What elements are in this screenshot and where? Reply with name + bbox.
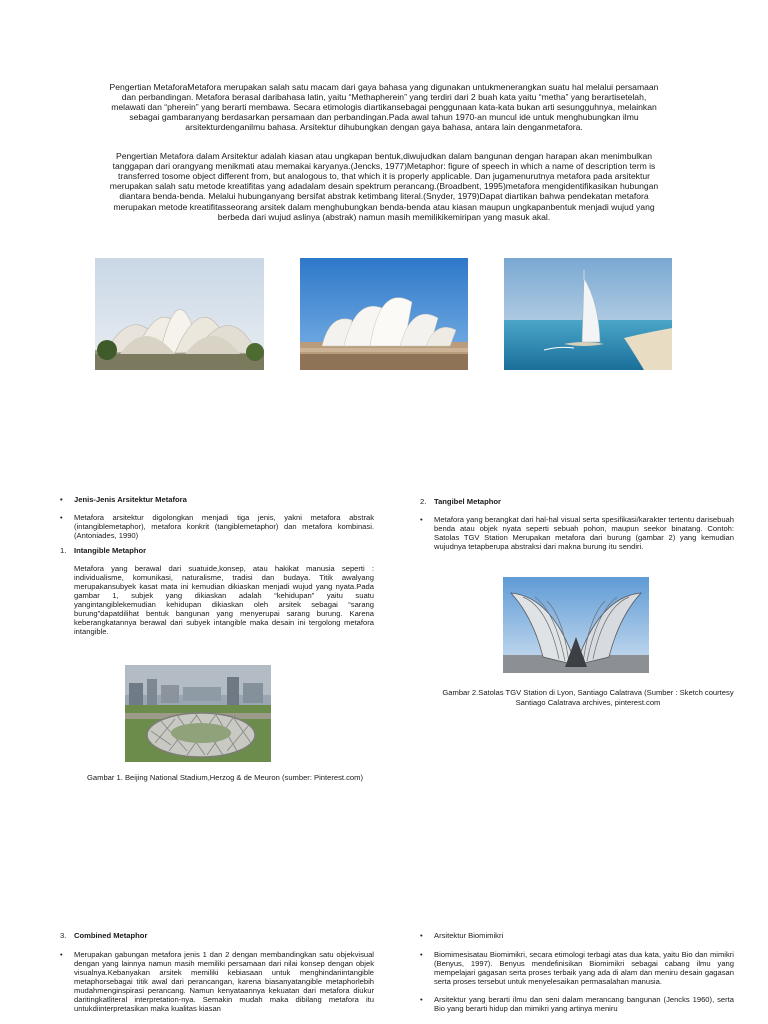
biomimicry-bullet-1 — [418, 950, 734, 986]
intangible-heading — [58, 546, 374, 555]
bullet-dot: • — [420, 931, 423, 940]
combined-heading — [58, 931, 374, 940]
sydney-opera-house-photo — [300, 258, 468, 370]
lotus-temple-photo — [95, 258, 264, 370]
burj-al-arab-photo — [504, 258, 672, 370]
combined-body — [58, 950, 374, 1013]
types-heading-text: Jenis-Jenis Arsitektur Metafora — [74, 495, 187, 504]
satolas-tgv-station-image — [503, 577, 649, 673]
bullet-dot: • — [420, 995, 423, 1004]
biomimicry-bullet-2-text: Arsitektur yang berarti ilmu dan seni dalam merancang bangunan (Jencks 1960), serta Bio yang berarti hidup dan mimikri yang artinya meniru — [434, 995, 734, 1013]
types-heading — [58, 495, 374, 504]
tangible-heading — [418, 497, 734, 506]
figure-2-caption: Gambar 2.Satolas TGV Station di Lyon, Santiago Calatrava (Sumber : Sketch courtesy Santiago Calatrava archives, pinterest.com — [442, 688, 734, 707]
tangible-heading-text: Tangibel Metaphor — [434, 497, 501, 506]
bullet-dot: • — [60, 495, 63, 504]
tangible-body-text: Metafora yang berangkat dari hal-hal visual serta spesifikasi/karakter tertentu darisebuah benda atau objek nyata seperti sebuah pohon, maupun seekor binatang. Contoh: Satolas TGV Station Merupakan metafora dari burung (gambar 2) yang kemudian wujudnya tetapberupa abstraksi dari makna burung itu sendiri. — [434, 515, 734, 551]
intro-paragraph-1: Pengertian MetaforaMetafora merupakan salah satu macam dari gaya bahasa yang digunakan untukmenerangkan suatu hal melalui persamaan dan perbandingan. Metafora berasal daribahasa latin, yaitu “Methapherein” yang terdiri dari 2 buah kata yaitu “metha” yang berartisetelah, melawati dan “pherein” yang berarti membawa. Secara etimologis diartikansebagai penggunaan kata-kata bukan arti sesungguhnya, melainkan sebagai gambaranyang berdasarkan persamaan dan perbandingan.Pada awal tahun 1970-an muncul ide untuk menghubungkan ilmu arsitekturdenganilmu bahasa. Arsitektur dihubungkan dengan gaya bahasa, antara lain denganmetafora. — [109, 81, 659, 133]
types-intro-text: Metafora arsitektur digolongkan menjadi tiga jenis, yakni metafora abstrak (intangiblemetaphor), metafora konkrit (tangiblemetaphor) dan metafora kombinasi. (Antoniades, 1990) — [74, 513, 374, 540]
types-intro — [58, 513, 374, 540]
intro-paragraph-2: Pengertian Metafora dalam Arsitektur adalah kiasan atau ungkapan bentuk,diwujudkan dalam bangunan dengan harapan akan menimbulkan tanggapan dari orangyang menikmati atau memakai karyanya.(Jencks, 1977)Metaphor: figure of speech in which a name of description term is transferred tosome object different from, but analogous to, that which it is properly applicable. Dan jugamenurutnya metafora pada arsitektur merupakan salah satu metode kreatifitas yang adadalam desain spektrum perancang.(Broadbent, 1995)metafora mengidentifikasikan hubungan diantara benda-benda. Melalui hubunganyang bersifat abstrak ketimbang literal.(Snyder, 1979)Dapat diartikan bahwa pendekatan metafora merupakan metode kreatifitasseorang arsitek dalam menghubungkan benda-benda atau kiasan maupun ungkapanbentuk menjadi wujud yang berbeda dari wujud aslinya (abstrak) namun masih memilikikemiripan yang masuk akal. — [109, 150, 659, 222]
biomimicry-heading-text: Arsitektur Biomimikri — [434, 931, 504, 940]
tangible-body — [418, 515, 734, 551]
combined-body-text: Merupakan gabungan metafora jenis 1 dan 2 dengan membandingkan satu objekvisual dengan yang lainnya namun masih memiliki persamaan dari nilai konsep dengan objek visualnya.Kebanyakan arsitek memiliki kebiasaan untuk menghindariintangible metaphorsebagai titik awal dari perancangan, karena biasanyatangible metaphorlebih mudahmenginspirasi perancang. Namun kenyataannya kekuatan dari metafora diukur daritingkatliteral interpretation-nya. Semakin mudah maka dibilang metafora itu untukdiinterpretasikan maka kualitas kiasan — [74, 950, 374, 1013]
bullet-dot: • — [420, 515, 423, 524]
bullet-dot: • — [60, 513, 63, 522]
biomimicry-bullet-1-text: Biomimesisatau Biomimikri, secara etimologi terbagi atas dua kata, yaitu Bio dan mimikri (Benyus, 1997). Benyus mendefinisikan Biomimikri sebagai cabang ilmu yang mempelajari gagasan serta proses terbaik yang ada di alam dan meniru desain gagasan serta proses tersebut untuk menyelesaikan permasalahan manusia. — [434, 950, 734, 986]
section-number: 2. — [420, 497, 427, 506]
combined-heading-text: Combined Metaphor — [74, 931, 148, 940]
section-number: 3. — [60, 931, 67, 940]
section-number: 1. — [60, 546, 67, 555]
right-bottom-column — [418, 931, 734, 1013]
bullet-dot: • — [420, 950, 423, 959]
intangible-heading-text: Intangible Metaphor — [74, 546, 147, 555]
left-top-column — [58, 495, 374, 636]
left-bottom-column — [58, 931, 374, 1013]
beijing-stadium-image — [125, 665, 271, 762]
right-top-column — [418, 497, 734, 551]
intangible-body: Metafora yang berawal dari suatuide,konsep, atau hakikat manusia seperti : individualisme, komunikasi, naturalisme, tradisi dan budaya. Titik awalyang merupakansubyek kasat mata ini kemudian dikiaskan menjadi wujud yang nyata.Pada gambar 1, subjek yang dikiaskan adalah “kehidupan” yaitu suatu yangintangiblekemudian kehidupan dikiaskan oleh arsitek sebagai “sarang burung”dapatdilihat bentuk bangunan yang menyerupai sarang burung. Karena keberangkatannya berawal dari subyek intangible maka desain ini tergolong metafora intangible. — [74, 564, 374, 636]
bullet-dot: • — [60, 950, 63, 959]
figure-1-caption: Gambar 1. Beijing National Stadium,Herzog & de Meuron (sumber: Pinterest.com) — [86, 773, 364, 782]
biomimicry-heading — [418, 931, 734, 940]
biomimicry-bullet-2 — [418, 995, 734, 1013]
